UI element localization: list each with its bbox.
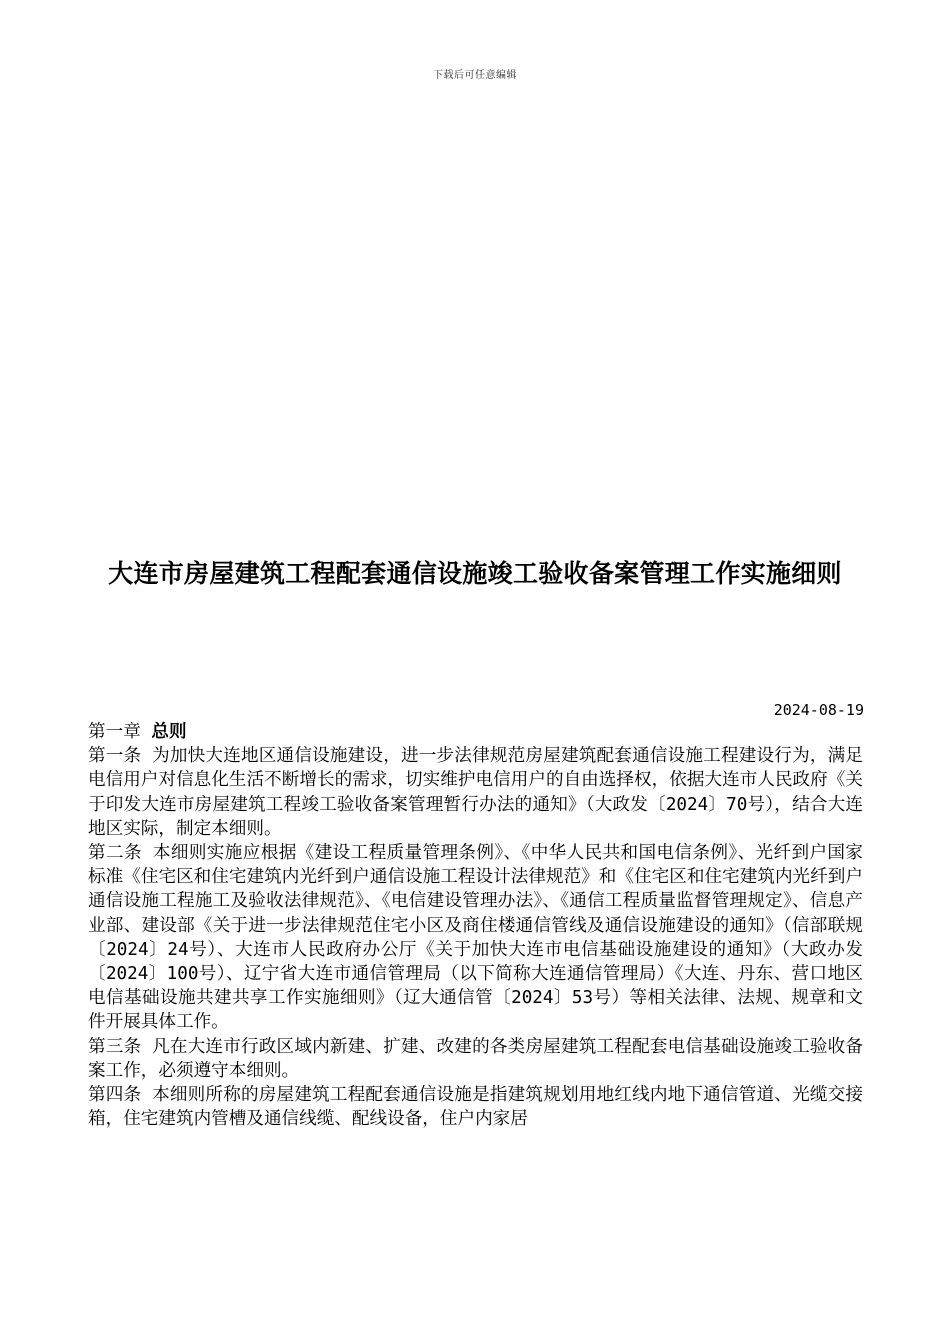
article-2: 第二条 本细则实施应根据《建设工程质量管理条例》、《中华人民共和国电信条例》、光纤到户国家标准《住宅区和住宅建筑内光纤到户通信设施工程设计法律规范》和《住宅区和住宅建筑内光纤到户通信设施工程施工及验收法律规范》、《电信建设管理办法》、《通信工程质量监督管理规定》、信息产业部、建设部《关于进一步法律规范住宅小区及商住楼通信管线及通信设施建设的通知》（信部联规〔2024〕24号）、大连市人民政府办公厅《关于加快大连市电信基础设施建设的通知》（大政办发〔2024〕100号）、辽宁省大连市通信管理局（以下简称大连通信管理局）《大连、丹东、营口地区电信基础设施共建共享工作实施细则》（辽大通信管〔2024〕53号）等相关法律、法规、规章和文件开展具体工作。 <box>88 843 863 1033</box>
chapter-name: 总则 <box>151 722 187 742</box>
article-3: 第三条 凡在大连市行政区域内新建、扩建、改建的各类房屋建筑工程配套电信基础设施竣工验收备案工作，必须遵守本细则。 <box>88 1036 863 1081</box>
article-4: 第四条 本细则所称的房屋建筑工程配套通信设施是指建筑规划用地红线内地下通信管道、光缆交接箱，住宅建筑内管槽及通信线缆、配线设备，住户内家居 <box>88 1085 863 1130</box>
document-title: 大连市房屋建筑工程配套通信设施竣工验收备案管理工作实施细则 <box>108 559 842 588</box>
chapter-heading <box>88 720 863 744</box>
chapter-label: 第一章 <box>88 722 152 742</box>
article-1: 第一条 为加快大连地区通信设施建设，进一步法律规范房屋建筑配套通信设施工程建设行为，满足电信用户对信息化生活不断增长的需求，切实维护电信用户的自由选择权，依据大连市人民政府《关于印发大连市房屋建筑工程竣工验收备案管理暂行办法的通知》（大政发〔2024〕70号），结合大连地区实际，制定本细则。 <box>88 746 863 839</box>
document-date: 2024-08-19 <box>773 701 864 719</box>
document-body <box>88 720 863 1131</box>
page-header-note: 下载后可任意编辑 <box>433 70 517 81</box>
